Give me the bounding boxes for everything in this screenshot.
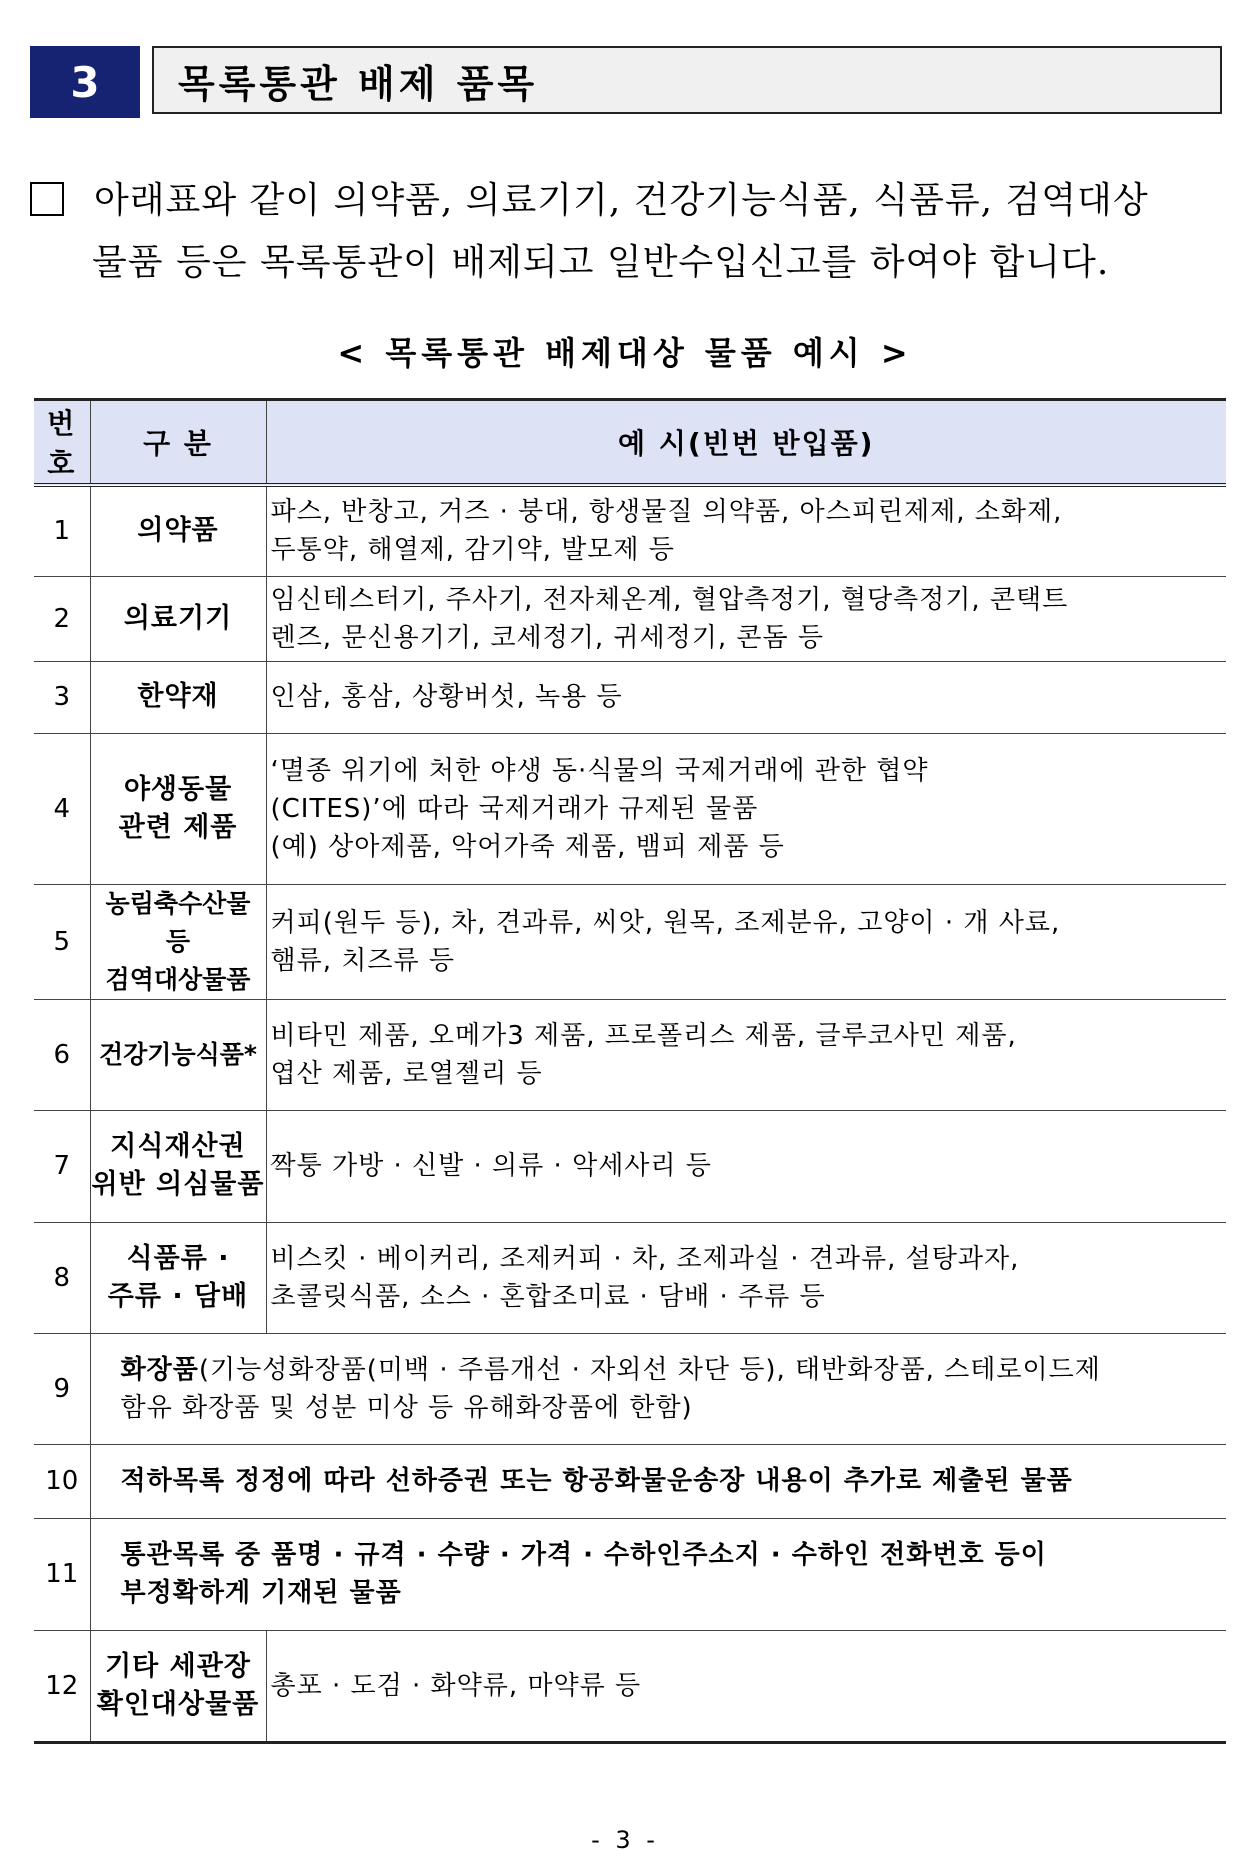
row-number: 4	[34, 733, 90, 884]
row-examples: ‘멸종 위기에 처한 야생 동·식물의 국제거래에 관한 협약 (CITES)’에 따라 국제거래가 규제된 물품 (예) 상아제품, 악어가죽 제품, 뱀피 제품 등	[266, 733, 1226, 884]
table-row	[34, 485, 1226, 576]
table-header-row	[34, 400, 1226, 486]
row-number: 3	[34, 661, 90, 733]
table-row	[34, 1518, 1226, 1630]
row-number: 2	[34, 576, 90, 661]
table-caption: < 목록통관 배제대상 물품 예시 >	[337, 334, 913, 372]
row-category: 지식재산권 위반 의심물품	[90, 1110, 266, 1222]
table-row	[34, 1444, 1226, 1518]
row-category: 기타 세관장 확인대상물품	[90, 1630, 266, 1742]
header-category: 구 분	[90, 400, 266, 486]
row-number: 6	[34, 999, 90, 1110]
row-number: 7	[34, 1110, 90, 1222]
row-category: 의료기기	[90, 576, 266, 661]
intro-paragraph	[30, 170, 1230, 294]
checkbox-bullet-icon	[30, 182, 64, 216]
table-row	[34, 1630, 1226, 1742]
table-row	[34, 884, 1226, 999]
page-number: - 3 -	[591, 1826, 659, 1854]
row-examples: 임신테스터기, 주사기, 전자체온계, 혈압측정기, 혈당측정기, 콘택트 렌즈, 문신용기기, 코세정기, 귀세정기, 콘돔 등	[266, 576, 1226, 661]
intro-line-1: 아래표와 같이 의약품, 의료기기, 건강기능식품, 식품류, 검역대상	[94, 180, 1149, 221]
row-examples: 파스, 반창고, 거즈 · 붕대, 항생물질 의약품, 아스피린제제, 소화제, 두통약, 해열제, 감기약, 발모제 등	[266, 485, 1226, 576]
table-row	[34, 1333, 1226, 1444]
row-number: 1	[34, 485, 90, 576]
table-row	[34, 1222, 1226, 1333]
row-category: 건강기능식품*	[90, 999, 266, 1110]
table-row	[34, 576, 1226, 661]
row-merged-content: 적하목록 정정에 따라 선하증권 또는 항공화물운송장 내용이 추가로 제출된 물품	[90, 1444, 1226, 1518]
section-title: 목록통관 배제 품목	[152, 46, 1222, 114]
table-row	[34, 1110, 1226, 1222]
row-examples: 인삼, 홍삼, 상황버섯, 녹용 등	[266, 661, 1226, 733]
table-row	[34, 999, 1226, 1110]
row-number: 9	[34, 1333, 90, 1444]
row-number: 8	[34, 1222, 90, 1333]
section-header	[30, 46, 1226, 118]
row-number: 10	[34, 1444, 90, 1518]
exclusion-table	[34, 398, 1226, 1744]
row-category: 야생동물 관련 제품	[90, 733, 266, 884]
table-row	[34, 733, 1226, 884]
row-merged-content: 통관목록 중 품명 · 규격 · 수량 · 가격 · 수하인주소지 · 수하인 전화번호 등이 부정확하게 기재된 물품	[90, 1518, 1226, 1630]
row-category: 농림축수산물 등 검역대상물품	[90, 884, 266, 999]
intro-line-2: 물품 등은 목록통관이 배제되고 일반수입신고를 하여야 합니다.	[92, 242, 1110, 283]
row-category: 의약품	[90, 485, 266, 576]
row-number: 11	[34, 1518, 90, 1630]
section-number: 3	[30, 46, 140, 118]
row-merged-content: 화장품(기능성화장품(미백 · 주름개선 · 자외선 차단 등), 태반화장품, 스테로이드제 함유 화장품 및 성분 미상 등 유해화장품에 한함)	[90, 1333, 1226, 1444]
row-examples: 짝퉁 가방 · 신발 · 의류 · 악세사리 등	[266, 1110, 1226, 1222]
row-examples: 비스킷 · 베이커리, 조제커피 · 차, 조제과실 · 견과류, 설탕과자, 초콜릿식품, 소스 · 혼합조미료 · 담배 · 주류 등	[266, 1222, 1226, 1333]
row-examples: 비타민 제품, 오메가3 제품, 프로폴리스 제품, 글루코사민 제품, 엽산 제품, 로열젤리 등	[266, 999, 1226, 1110]
header-examples: 예 시(빈번 반입품)	[266, 400, 1226, 486]
row-examples: 커피(원두 등), 차, 견과류, 씨앗, 원목, 조제분유, 고양이 · 개 사료, 햄류, 치즈류 등	[266, 884, 1226, 999]
table-row	[34, 661, 1226, 733]
header-no: 번호	[34, 400, 90, 486]
row-examples: 총포 · 도검 · 화약류, 마약류 등	[266, 1630, 1226, 1742]
row-number: 12	[34, 1630, 90, 1742]
row-category: 한약재	[90, 661, 266, 733]
row-category: 식품류 · 주류 · 담배	[90, 1222, 266, 1333]
row-number: 5	[34, 884, 90, 999]
